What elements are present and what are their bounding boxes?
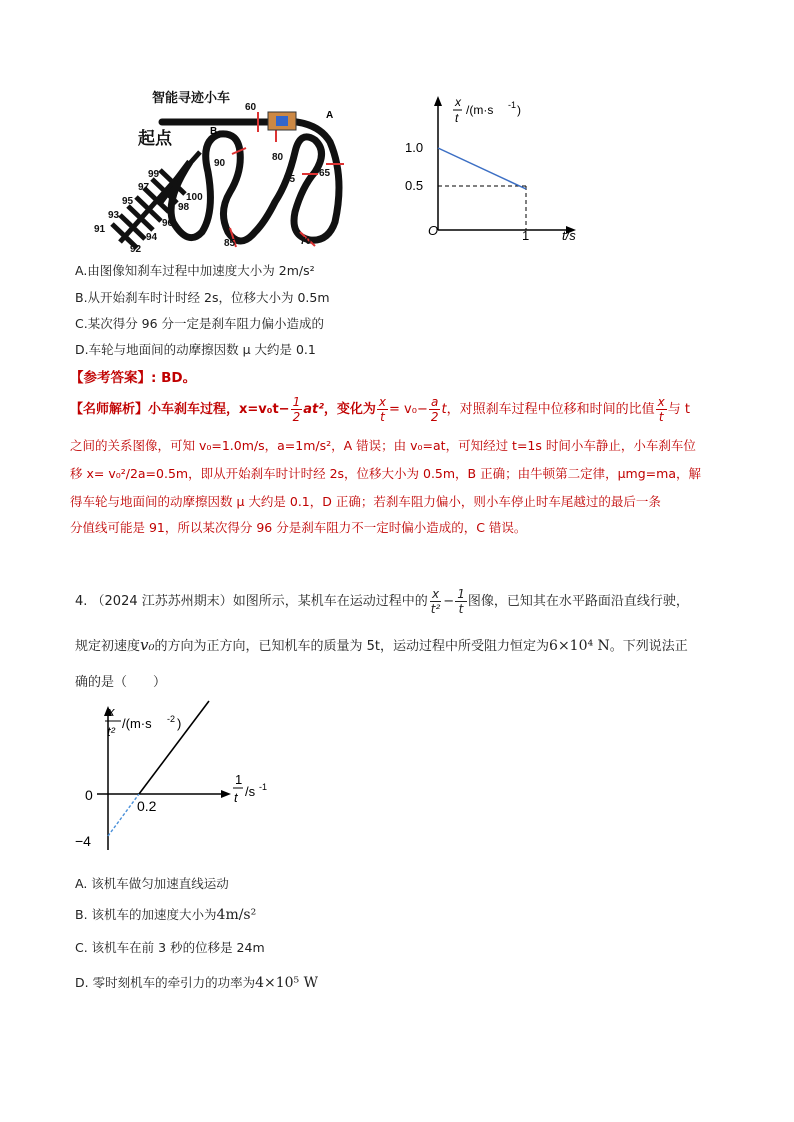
svg-text:92: 92 (130, 244, 142, 255)
svg-text:99: 99 (148, 169, 160, 180)
svg-text:t: t (234, 790, 238, 805)
q4-option-a: A. 该机车做匀加速直线运动 (75, 876, 229, 891)
svg-text:70: 70 (300, 236, 312, 247)
q3-option-c: C.某次得分 96 分一定是刹车阻力偏小造成的 (75, 316, 325, 331)
svg-text:/(m·s: /(m·s (466, 103, 494, 117)
svg-text:/s: /s (245, 784, 256, 799)
q4-option-d: D. 零时刻机车的牵引力的功率为4×10⁵ W (75, 975, 318, 991)
svg-text:B: B (210, 126, 218, 137)
svg-text:t²: t² (107, 724, 115, 739)
track-title: 智能寻迹小车 (152, 90, 231, 105)
series-dashed (108, 794, 139, 836)
analysis-line-5: 分值线可能是 91，所以某次得分 96 分是刹车阻力不一定时偏小造成的，C 错误。 (70, 520, 527, 535)
svg-text:/(m·s: /(m·s (122, 716, 152, 731)
svg-text:): ) (177, 716, 182, 731)
q3-option-b: B.从开始刹车时计时经 2s，位移大小为 0.5m (75, 290, 330, 305)
ytick-2: 0.5 (405, 178, 424, 193)
svg-text:95: 95 (122, 196, 134, 207)
svg-text:90: 90 (214, 158, 226, 169)
analysis-line-4: 得车轮与地面间的动摩擦因数 μ 大约是 0.1，D 正确；若刹车阻力偏小，则小车停止时车尾越过的最后一条 (70, 494, 661, 509)
svg-text:-1: -1 (259, 782, 268, 792)
series-line (438, 148, 526, 189)
analysis-line-1: 【名师解析】小车刹车过程， x=v₀t− $\frac{1}{2}$ at² ，变化为 $\frac{x}{t}$ = v₀− $\frac{a}{2}$ t ，对照刹车过程中位移和时间的比值 $\frac{x}{t}$ 与 t (70, 395, 690, 424)
answer-label: 【参考答案】: BD。 (70, 370, 197, 386)
svg-text:97: 97 (138, 182, 150, 193)
svg-text:): ) (517, 103, 521, 117)
track-figure (90, 82, 360, 262)
origin: 0 (85, 787, 93, 803)
q3-option-a: A.由图像知刹车过程中加速度大小为 2m/s² (75, 263, 315, 278)
q4-line-1: 4. （2024 江苏苏州期末）如图所示，某机车在运动过程中的 $\frac{x}{\text{t²}}$ − $\frac{1}{t}$ 图像，已知其在水平路面沿直线行驶， (75, 587, 689, 616)
svg-text:91: 91 (94, 224, 106, 235)
analysis-line-2: 之间的关系图像，可知 v₀=1.0m/s，a=1m/s²，A 错误；由 v₀=at，可知经过 t=1s 时间小车静止，小车刹车位 (70, 438, 696, 453)
svg-text:-1: -1 (508, 100, 517, 110)
analysis-line-3: 移 x= v₀²/2a=0.5m，即从开始刹车时计时经 2s，位移大小为 0.5m，B 正确；由牛顿第二定律，μmg=ma，解 (70, 466, 701, 481)
q4-line-3: 确的是（ ） (75, 675, 167, 690)
y-label-num: x (455, 95, 461, 109)
chart-xt-t (400, 90, 600, 250)
q3-option-d: D.车轮与地面间的动摩擦因数 μ 大约是 0.1 (75, 342, 316, 357)
svg-text:93: 93 (108, 210, 120, 221)
svg-text:80: 80 (272, 152, 284, 163)
svg-text:60: 60 (245, 102, 257, 113)
svg-text:75: 75 (284, 174, 296, 185)
svg-text:1: 1 (235, 772, 243, 787)
track-path (160, 121, 339, 241)
x-label: t/s (562, 228, 576, 243)
origin: O (428, 223, 439, 238)
svg-text:98: 98 (178, 202, 190, 213)
svg-text:A: A (326, 110, 334, 121)
chart-xt2-invt (75, 700, 305, 860)
svg-text:x: x (108, 704, 115, 719)
y-tick: −4 (75, 833, 91, 849)
xtick-1: 1 (522, 228, 530, 243)
start-label: 起点 (138, 129, 172, 148)
svg-text:100: 100 (186, 192, 203, 203)
q4-option-b: B. 该机车的加速度大小为4m/s² (75, 907, 257, 923)
x-tick: 0.2 (137, 798, 157, 814)
q4-line-2: 规定初速度v₀的方向为正方向，已知机车的质量为 5t，运动过程中所受阻力恒定为6×10⁴ N。下列说法正 (75, 636, 688, 654)
y-label-den: t (455, 111, 459, 125)
svg-text:65: 65 (319, 168, 331, 179)
svg-text:-2: -2 (167, 714, 176, 724)
svg-text:94: 94 (146, 232, 158, 243)
ytick-1: 1.0 (405, 140, 424, 155)
svg-text:96: 96 (162, 218, 174, 229)
q4-option-c: C. 该机车在前 3 秒的位移是 24m (75, 940, 265, 955)
svg-text:85: 85 (224, 238, 236, 249)
